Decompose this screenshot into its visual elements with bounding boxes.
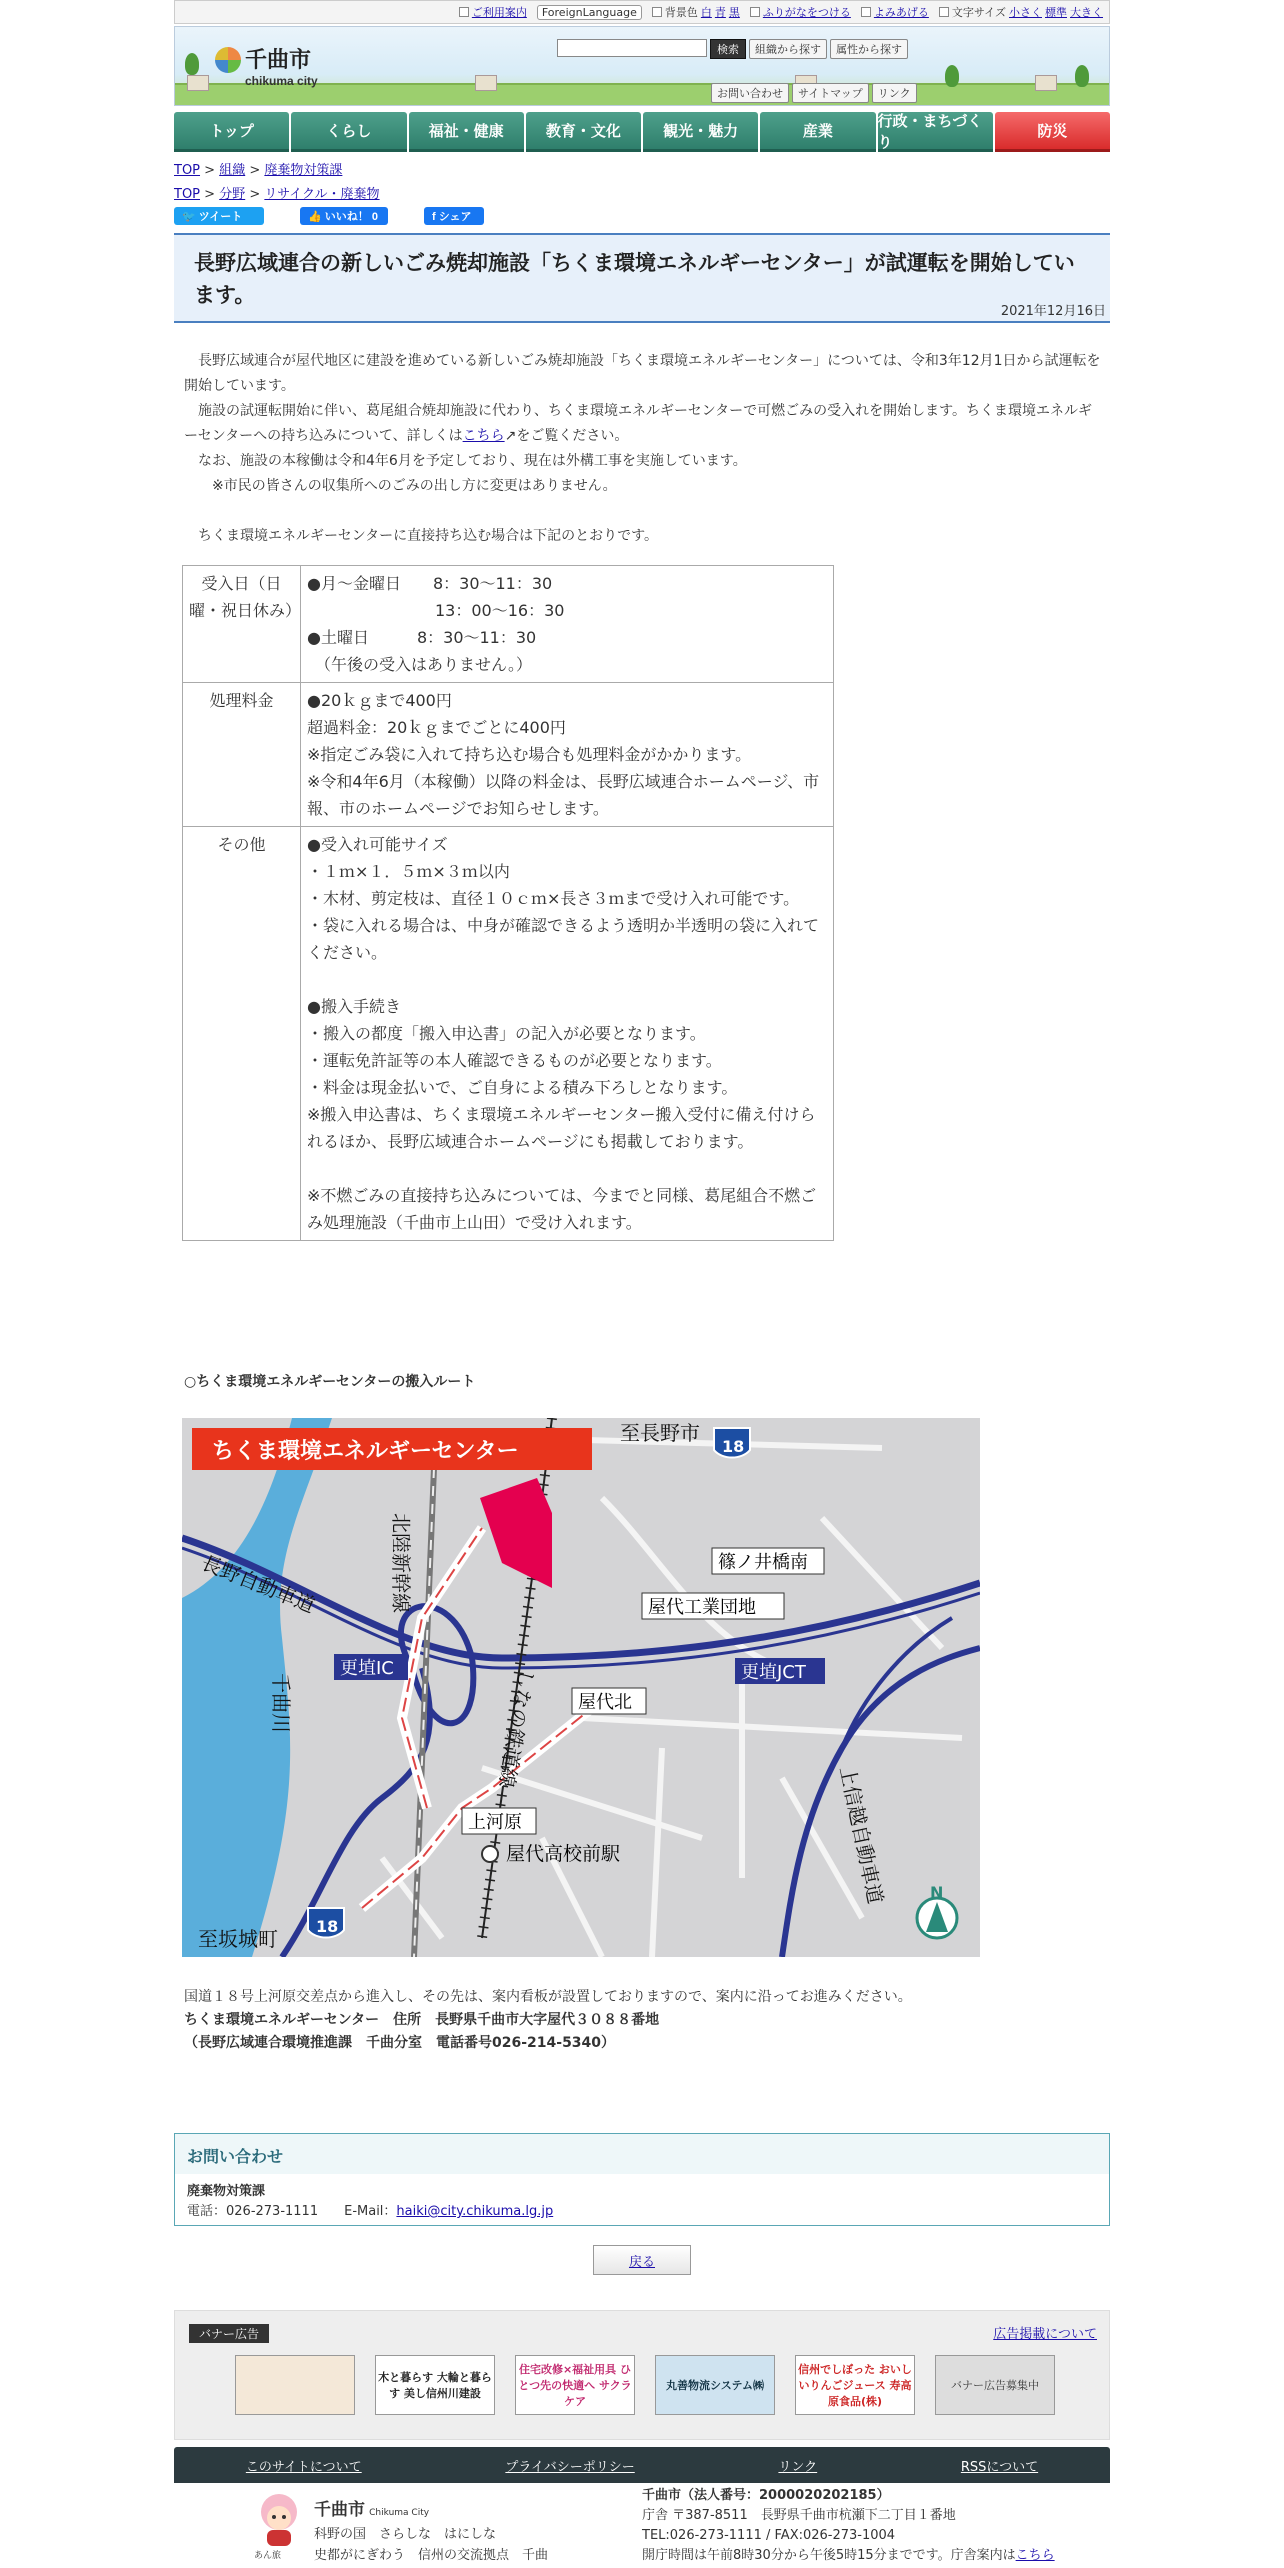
facebook-like-button[interactable]: 👍 いいね！ 0 (300, 207, 388, 225)
page-title: 長野広域連合の新しいごみ焼却施設「ちくま環境エネルギーセンター」が試運転を開始しています。 (194, 251, 1075, 307)
intro-paragraph (184, 349, 1104, 399)
table-cell-days (301, 566, 834, 683)
table-header-other: その他 (183, 827, 301, 1241)
site-logo[interactable] (245, 43, 318, 88)
page-title-box (174, 233, 1110, 323)
label-koshoku-ic: 更埴IC (340, 1658, 394, 1679)
nav-education[interactable]: 教育・文化 (526, 112, 641, 152)
banner-1[interactable] (235, 2355, 355, 2415)
header-house-illustration (1035, 75, 1057, 91)
attr-search-button[interactable]: 属性から探す (830, 39, 908, 59)
table-line: ・袋に入れる場合は、中身が確認できるよう透明か半透明の袋に入れてください。 (307, 916, 820, 962)
intro-p5: ちくま環境エネルギーセンターに直接持ち込む場合は下記のとおりです。 (198, 528, 659, 544)
table-line: 超過料金：20ｋｇまでごとに400円 (307, 718, 566, 737)
footer-about-link[interactable]: このサイトについて (245, 2459, 362, 2475)
back-button[interactable]: 戻る (593, 2245, 691, 2275)
footer-hours-link[interactable]: こちら (1015, 2548, 1055, 2563)
speaker-icon (861, 7, 871, 17)
route-shield-south (308, 1908, 344, 1938)
intro-paragraph (184, 399, 1104, 449)
footer-corp: 千曲市（法人番号：2000020202185） (642, 2488, 890, 2503)
intro-p4: ※市民の皆さんの収集所へのごみの出し方に変更はありません。 (212, 478, 617, 494)
header-house-illustration (187, 75, 209, 91)
label-yashiro-kogyo: 屋代工業団地 (648, 1597, 756, 1618)
label-shinonoi: 篠ノ井橋南 (718, 1552, 808, 1573)
header-tree-illustration (185, 53, 199, 75)
facebook-share-button[interactable]: f シェア (424, 207, 484, 225)
share-label: シェア (438, 211, 472, 223)
nav-tourism[interactable]: 観光・魅力 (643, 112, 758, 152)
breadcrumb-org[interactable]: 組織 (219, 163, 246, 178)
footer-privacy-link[interactable]: プライバシーポリシー (505, 2459, 635, 2475)
bg-label: 背景色 (664, 6, 698, 19)
table-spacer (307, 966, 827, 993)
background-color-icon (652, 7, 662, 17)
nav-kurashi[interactable]: くらし (291, 112, 406, 152)
label-shinano: しなの鉄道線 (494, 1667, 539, 1790)
breadcrumb-field[interactable]: 分野 (219, 187, 246, 202)
label-nagano: 至長野市 (620, 1421, 700, 1445)
contact-heading: お問い合わせ (175, 2134, 1109, 2174)
furigana-link[interactable]: ふりがなをつける (762, 6, 851, 19)
font-large-link[interactable]: 大きく (1070, 6, 1103, 19)
footer-slogan-2: 史都がにぎわう 信州の交流拠点 千曲 (314, 2548, 549, 2563)
banner-3[interactable]: 住宅改修×福祉用具 ひとつ先の快適へ サクラケア (515, 2355, 635, 2415)
breadcrumb-dept[interactable]: 廃棄物対策課 (264, 163, 343, 178)
guide-icon (459, 7, 469, 17)
table-cell-fee (301, 683, 834, 827)
city-logo-icon (215, 47, 241, 73)
banner-5[interactable]: 信州でしぼった おいしいりんごジュース 寿高原食品(株) (795, 2355, 915, 2415)
route-text (184, 1986, 1120, 2055)
bg-blue-link[interactable]: 青 (714, 6, 726, 19)
acceptance-table (182, 565, 834, 1241)
station-icon (482, 1846, 498, 1862)
banner-about-link[interactable]: 広告掲載について (993, 2327, 1097, 2342)
footer-hours-text: 開庁時間は午前8時30分から午後5時15分までです。庁舎案内は (642, 2548, 1016, 2563)
logo-text-en: chikuma city (245, 74, 318, 88)
route-heading: ○ちくま環境エネルギーセンターの搬入ルート (184, 1374, 476, 1390)
label-station: 屋代高校前駅 (506, 1843, 621, 1865)
publish-date: 2021年12月16日 (1000, 304, 1106, 319)
table-line: ・木材、剪定枝は、直径１０ｃｍ×長さ３ｍまで受け入れ可能です。 (307, 889, 800, 908)
label-nagano-expressway: 長野自動車道 (198, 1550, 319, 1618)
map-title-text: ちくま環境エネルギーセンター (212, 1439, 519, 1464)
footer-hours (642, 2546, 1055, 2566)
footer-city-name: 千曲市 (314, 2500, 365, 2520)
search-button[interactable]: 検索 (710, 39, 746, 59)
intro-paragraph (184, 474, 1104, 499)
footer-address-block (642, 2486, 1055, 2566)
table-line: ・運転免許証等の本人確認できるものが必要となります。 (307, 1051, 722, 1070)
banner-recruit[interactable]: バナー広告募集中 (935, 2355, 1055, 2415)
tweet-button[interactable]: 🐦 ツイート (174, 207, 264, 225)
contact-email-link[interactable]: haiki@city.chikuma.lg.jp (396, 2204, 554, 2219)
furigana-icon (750, 7, 760, 17)
table-line: ●土曜日 8：30～11：30 (307, 628, 537, 647)
route-shield-north (714, 1428, 750, 1458)
intro-spacer (184, 499, 1104, 524)
site-header (174, 26, 1110, 106)
logo-text-jp: 千曲市 (245, 48, 312, 73)
breadcrumb-top[interactable]: TOP (174, 163, 201, 178)
intro-paragraph (184, 449, 1104, 474)
global-nav (174, 112, 1110, 152)
footer-tel: TEL:026-273-1111 / FAX:026-273-1004 (642, 2528, 896, 2543)
foreign-language-button[interactable]: ForeignLanguage (537, 5, 642, 20)
table-line: ※令和4年6月（本稼働）以降の料金は、長野広域連合ホームページ、市報、市のホームページでお知らせします。 (307, 772, 820, 818)
banner-2[interactable]: 木と暮らす 大輪と暮らす 美し信州川建設 (375, 2355, 495, 2415)
utility-bar (174, 0, 1110, 24)
intro-paragraph (184, 524, 1104, 549)
table-spacer (307, 1155, 827, 1182)
table-line: ※搬入申込書は、ちくま環境エネルギーセンター搬入受付に備え付けられるほか、長野広域連合ホームページにも掲載しております。 (307, 1105, 816, 1151)
shield-number: 18 (316, 1917, 339, 1936)
table-row (183, 827, 834, 1241)
contact-box (174, 2133, 1110, 2226)
table-line: ・料金は現金払いで、ご自身による積み下ろしとなります。 (307, 1078, 738, 1097)
table-line: （午後の受入はありません。） (307, 655, 532, 674)
nav-industry[interactable]: 産業 (760, 112, 875, 152)
route-text-1: 国道１８号上河原交差点から進入し、その先は、案内看板が設置しておりますので、案内に沿ってお進みください。 (184, 1989, 912, 2005)
site-footer (174, 2486, 1110, 2568)
shield-number: 18 (722, 1437, 745, 1456)
label-chikuma-river: 千曲川 (269, 1673, 293, 1733)
table-line: ●20ｋｇまで400円 (307, 691, 452, 710)
route-text-2: ちくま環境エネルギーセンター 住所 長野県千曲市大字屋代３０８８番地 (184, 2012, 660, 2028)
bg-white-link[interactable]: 白 (700, 6, 712, 19)
table-line: ・搬入の都度「搬入申込書」の記入が必要となります。 (307, 1024, 706, 1043)
label-koshoku-jct: 更埴JCT (741, 1662, 806, 1683)
contact-button[interactable]: お問い合わせ (711, 83, 789, 103)
table-cell-other (301, 827, 834, 1241)
banner-4[interactable]: 丸善物流システム㈱ (655, 2355, 775, 2415)
read-aloud-link[interactable]: よみあげる (873, 6, 929, 19)
footer-link-link[interactable]: リンク (778, 2459, 818, 2475)
header-tree-illustration (1075, 65, 1089, 87)
footer-city-name-en: Chikuma City (369, 2508, 430, 2518)
tweet-label: ツイート (198, 211, 243, 223)
search-input[interactable] (557, 39, 707, 57)
table-line: ●受入れ可能サイズ (307, 835, 448, 854)
social-buttons (174, 207, 1110, 225)
sitemap-button[interactable]: サイトマップ (792, 83, 869, 103)
bg-black-link[interactable]: 黒 (728, 6, 740, 19)
header-links (711, 83, 917, 103)
table-line: ・１ｍ×１．５ｍ×３ｍ以内 (307, 862, 510, 881)
breadcrumb-top[interactable]: TOP (174, 187, 201, 202)
label-sakaki: 至坂城町 (198, 1927, 278, 1951)
nav-disaster[interactable]: 防災 (995, 112, 1110, 152)
nav-welfare[interactable]: 福祉・健康 (409, 112, 524, 152)
table-line: ●搬入手続き (307, 997, 401, 1016)
intro-p2a: 施設の試運転開始に伴い、葛尾組合焼却施設に代わり、ちくま環境エネルギーセンターで可燃ごみの受入れを開始します。ちくま環境エネルギーセンターへの持ち込みについて、詳しくは (184, 403, 1093, 444)
contact-body (175, 2174, 1109, 2230)
intro-p1: 長野広域連合が屋代地区に建設を進めている新しいごみ焼却施設「ちくま環境エネルギーセンター」については、令和3年12月1日から試運転を開始しています。 (184, 353, 1101, 394)
external-link-icon: ↗ (504, 428, 517, 444)
banner-area (174, 2310, 1110, 2440)
details-link[interactable]: こちら (462, 428, 505, 444)
label-yashiro-kita: 屋代北 (578, 1692, 632, 1713)
contact-tel: 電話：026-273-1111 (187, 2204, 319, 2219)
header-tree-illustration (945, 65, 959, 87)
footer-address: 庁舎 〒387-8511 長野県千曲市杭瀬下二丁目１番地 (642, 2508, 956, 2523)
intro-text (184, 349, 1104, 549)
font-small-link[interactable]: 小さく (1009, 6, 1042, 19)
intro-p2b: をご覧ください。 (516, 428, 629, 444)
org-search-button[interactable]: 組織から探す (749, 39, 827, 59)
contact-email-label: E-Mail： (344, 2204, 397, 2219)
table-line: ●月～金曜日 8：30～11：30 (307, 574, 553, 593)
footer-nav (174, 2447, 1110, 2483)
table-header-days: 受入日（日曜・祝日休み） (183, 566, 301, 683)
contact-dept: 廃棄物対策課 (187, 2184, 266, 2199)
label-hokuriku: 北陸新幹線 (389, 1513, 413, 1613)
table-line: ※指定ごみ袋に入れて持ち込む場合も処理料金がかかります。 (307, 745, 752, 764)
nav-top[interactable]: トップ (174, 112, 289, 152)
font-size-icon (939, 7, 949, 17)
table-line: ※不燃ごみの直接持ち込みについては、今までと同様、葛尾組合不燃ごみ処理施設（千曲市上山田）で受け入れます。 (307, 1186, 817, 1232)
header-search (557, 39, 908, 59)
label-joshinetsu: 上信越自動車道 (835, 1764, 888, 1906)
table-line: 13：00～16：30 (307, 601, 565, 620)
banner-heading: バナー広告 (189, 2324, 269, 2343)
route-text-3: （長野広域連合環境推進課 千曲分室 電話番号026-214-5340） (184, 2035, 616, 2051)
mascot-icon (250, 2490, 308, 2560)
table-row (183, 566, 834, 683)
table-header-fee: 処理料金 (183, 683, 301, 827)
fontsize-label: 文字サイズ (951, 6, 1006, 19)
contact-line (187, 2202, 1097, 2222)
footer-city-block (314, 2500, 548, 2566)
footer-slogan-1: 科野の国 さらしな はにしな (314, 2527, 497, 2542)
breadcrumb-category[interactable]: リサイクル・廃棄物 (264, 187, 380, 202)
header-house-illustration (475, 75, 497, 91)
link-button[interactable]: リンク (872, 83, 917, 103)
mascot-label: あん旅 (254, 2551, 282, 2560)
label-kamikawara: 上河原 (468, 1812, 522, 1833)
like-label: いいね！ 0 (324, 211, 378, 223)
footer-rss-link[interactable]: RSSについて (960, 2459, 1039, 2475)
nav-admin[interactable]: 行政・まちづくり (878, 112, 993, 152)
breadcrumb: TOP > 組織 > 廃棄物対策課 (174, 163, 343, 178)
breadcrumb: TOP > 分野 > リサイクル・廃棄物 (174, 187, 380, 202)
font-standard-link[interactable]: 標準 (1045, 6, 1067, 19)
route-map (182, 1418, 980, 1957)
intro-p3: なお、施設の本稼働は令和4年6月を予定しており、現在は外構工事を実施しています。 (198, 453, 747, 469)
north-label: N (930, 1883, 944, 1902)
table-row (183, 683, 834, 827)
guide-link[interactable]: ご利用案内 (471, 6, 527, 19)
